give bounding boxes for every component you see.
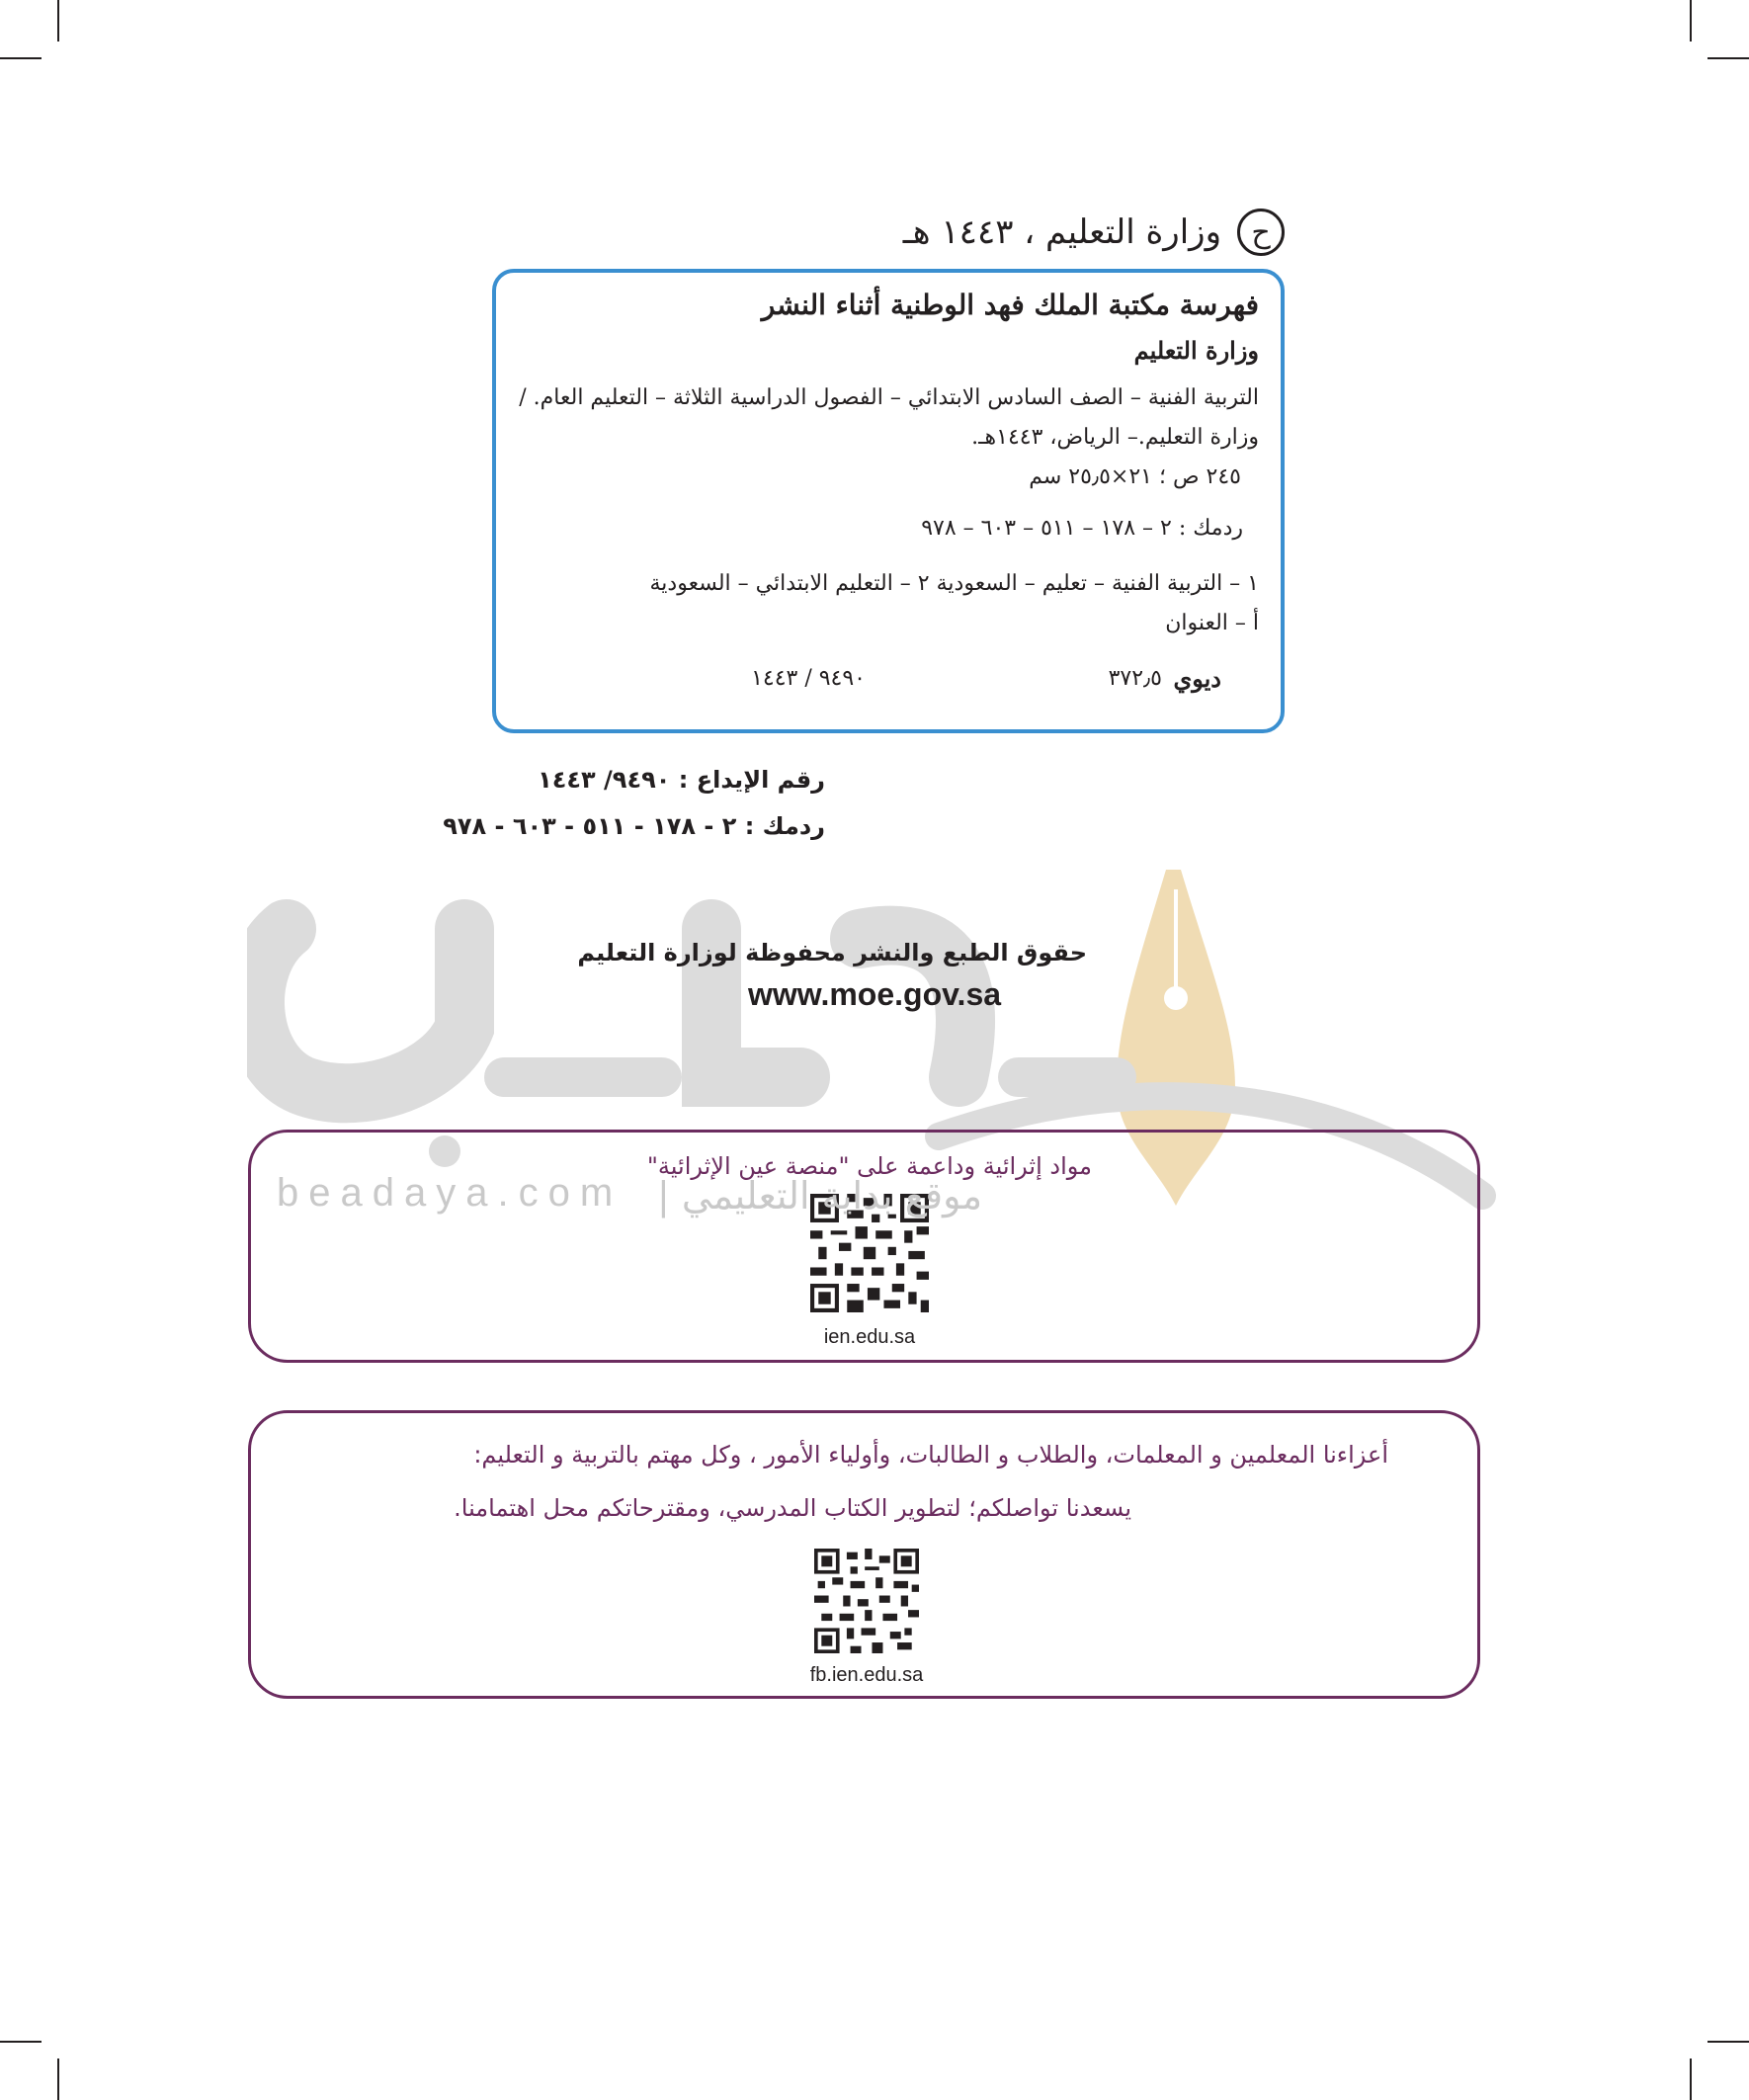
cip-dewey-number: ٣٧٢٫٥ bbox=[1108, 666, 1162, 691]
cip-isbn: ردمك : ٢ – ١٧٨ – ٥١١ – ٦٠٣ – ٩٧٨ bbox=[921, 516, 1243, 541]
legal-deposit-number: رقم الإيداع : ٩٤٩٠/ ١٤٤٣ bbox=[538, 766, 825, 794]
crop-mark bbox=[57, 0, 59, 42]
ien-platform-box bbox=[248, 1130, 1480, 1363]
ien-qr-caption[interactable]: ien.edu.sa bbox=[823, 1326, 916, 1348]
feedback-line1: أعزاءنا المعلمين و المعلمات، والطلاب و الطالبات، وأولياء الأمور ، وكل مهتم بالتربية و التعليم: bbox=[473, 1441, 1388, 1469]
cip-dewey-label: ديوي bbox=[1173, 664, 1221, 693]
cip-pages: ٢٤٥ ص ؛ ٢١×٢٥٫٥ سم bbox=[1029, 464, 1241, 489]
rights-statement: حقوق الطبع والنشر محفوظة لوزارة التعليم bbox=[577, 939, 1087, 966]
cip-record-box bbox=[492, 269, 1285, 733]
copyright-line bbox=[889, 203, 1285, 262]
ministry-website-link[interactable]: www.moe.gov.sa bbox=[747, 976, 1002, 1012]
qr-code-icon[interactable] bbox=[814, 1549, 919, 1653]
crop-mark bbox=[1707, 57, 1749, 59]
cip-subjects-line2: أ – العنوان bbox=[1165, 611, 1259, 635]
feedback-line2: يسعدنا تواصلكم؛ لتطوير الكتاب المدرسي، ومقترحاتكم محل اهتمامنا. bbox=[454, 1494, 1131, 1522]
legal-isbn: ردمك : ٢ - ١٧٨ - ٥١١ - ٦٠٣ - ٩٧٨ bbox=[443, 812, 825, 840]
cip-description-line2: وزارة التعليم.– الرياض، ١٤٤٣هـ. bbox=[971, 425, 1259, 450]
watermark-latin-text: beadaya.com bbox=[277, 1171, 624, 1215]
cip-deposit-number: ٩٤٩٠ / ١٤٤٣ bbox=[751, 666, 866, 691]
cip-title: فهرسة مكتبة الملك فهد الوطنية أثناء النشر bbox=[761, 289, 1259, 321]
cip-subjects-line1: ١ – التربية الفنية – تعليم – السعودية ٢ – التعليم الابتدائي – السعودية bbox=[649, 571, 1259, 596]
crop-mark bbox=[0, 2041, 42, 2043]
watermark-arabic-text: موقع بداية التعليمي | bbox=[657, 1174, 983, 1218]
copyright-symbol-icon: ح bbox=[1237, 209, 1285, 256]
crop-mark bbox=[1690, 0, 1692, 42]
copyright-text: وزارة التعليم ، ١٤٤٣ هـ bbox=[902, 212, 1221, 252]
crop-mark bbox=[1707, 2041, 1749, 2043]
crop-mark bbox=[57, 2058, 59, 2100]
feedback-qr-caption[interactable]: fb.ien.edu.sa bbox=[809, 1664, 924, 1686]
ien-heading: مواد إثرائية وداعمة على "منصة عين الإثرائية" bbox=[646, 1152, 1092, 1180]
cip-author: وزارة التعليم bbox=[1133, 336, 1259, 365]
crop-mark bbox=[1690, 2058, 1692, 2100]
feedback-box bbox=[248, 1410, 1480, 1699]
crop-mark bbox=[0, 57, 42, 59]
cip-description-line1: التربية الفنية – الصف السادس الابتدائي – الفصول الدراسية الثلاثة – التعليم العام. / bbox=[519, 385, 1259, 410]
